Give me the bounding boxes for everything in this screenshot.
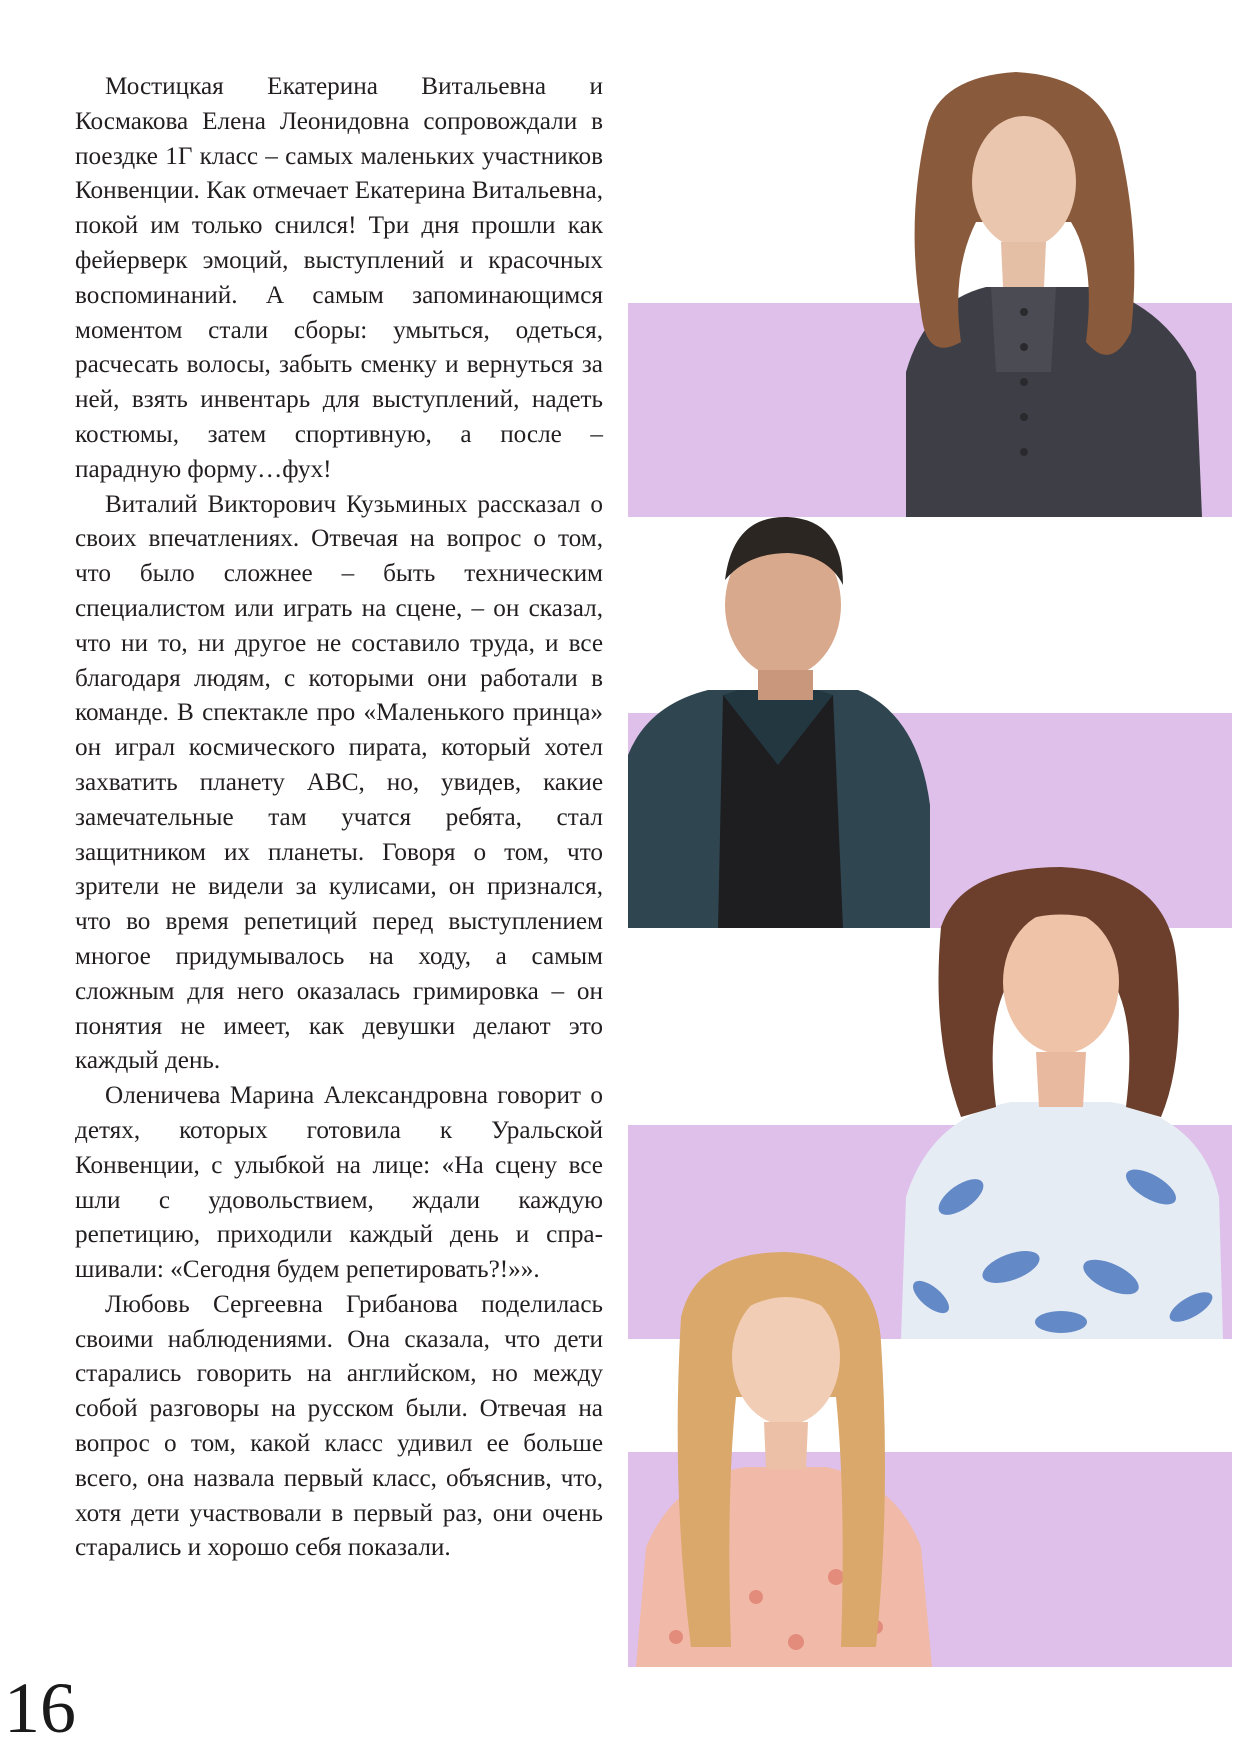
portrait-woman-dark-jacket <box>866 72 1202 517</box>
paragraph-gribanova: Любовь Сергеевна Грибанова поделилась своими наблюдениями. Она сказала, что дети старались говорить на английском, но между собой разговоры на русском были. Отвечая на вопрос о том, какой класс удивил ее больше всего, она назвала первый класс, объяснив, что, хотя дети участвовали в первый раз, они очень старались и хорошо себя показали. <box>75 1290 603 1562</box>
portrait-woman-floral-blouse <box>901 867 1223 1339</box>
paragraph-olenicheva: Оленичева Марина Александровна говорит о детях, которых готовила к Уральской Конвенции, с улыбкой на лице: «На сцену все шли с удовольствием, ждали каждую репетицию, приходили каждый день и спрашивали: «Сегодня будем репетировать?!»». <box>75 1082 603 1284</box>
page-number: 16 <box>4 1668 76 1748</box>
portrait-man-teal-jacket <box>628 505 930 928</box>
paragraph-mostitskaya: Мостицкая Екатерина Витальевна и Космакова Елена Леонидовна сопровождали в поездке 1Г класс – самых маленьких участников Конвенции. Как отмечает Екатерина Витальевна, покой им только снился! Три дня прошли как фейерверк эмоций, выступлений и красочных воспоминаний. А самым запоминающимся моментом стали сборы: умыться, одеться, расчесать волосы, забыть сменку и вернуться за ней, взять инвентарь для выступлений, надеть костюмы, затем спортивную, а после – парадную форму…фух! <box>75 73 603 483</box>
paragraph-kuzminykh: Виталий Викторович Кузьминых рассказал о своих впечатлениях. Отвечая на вопрос о том, что было сложнее – быть техническим специалистом или играть на сцене, – он сказал, что ни то, ни другое не составило труда, и все благодаря людям, с которыми они работали в команде. В спектакле про «Маленького принца» он играл космического пирата, который хотел захватить планету АВС, но, увидев, какие замечательные там учатся ребята, стал защитником их планеты. Говоря о том, что зрители не видели за кулисами, он признался, что во время репетиций перед выступлением многое придумывалось на ходу, а самым сложным для него оказалась гримировка – он понятия не имеет, как девушки делают это каждый день. <box>75 490 603 1075</box>
portrait-young-woman-blonde <box>636 1247 932 1667</box>
article-body <box>75 70 603 1566</box>
